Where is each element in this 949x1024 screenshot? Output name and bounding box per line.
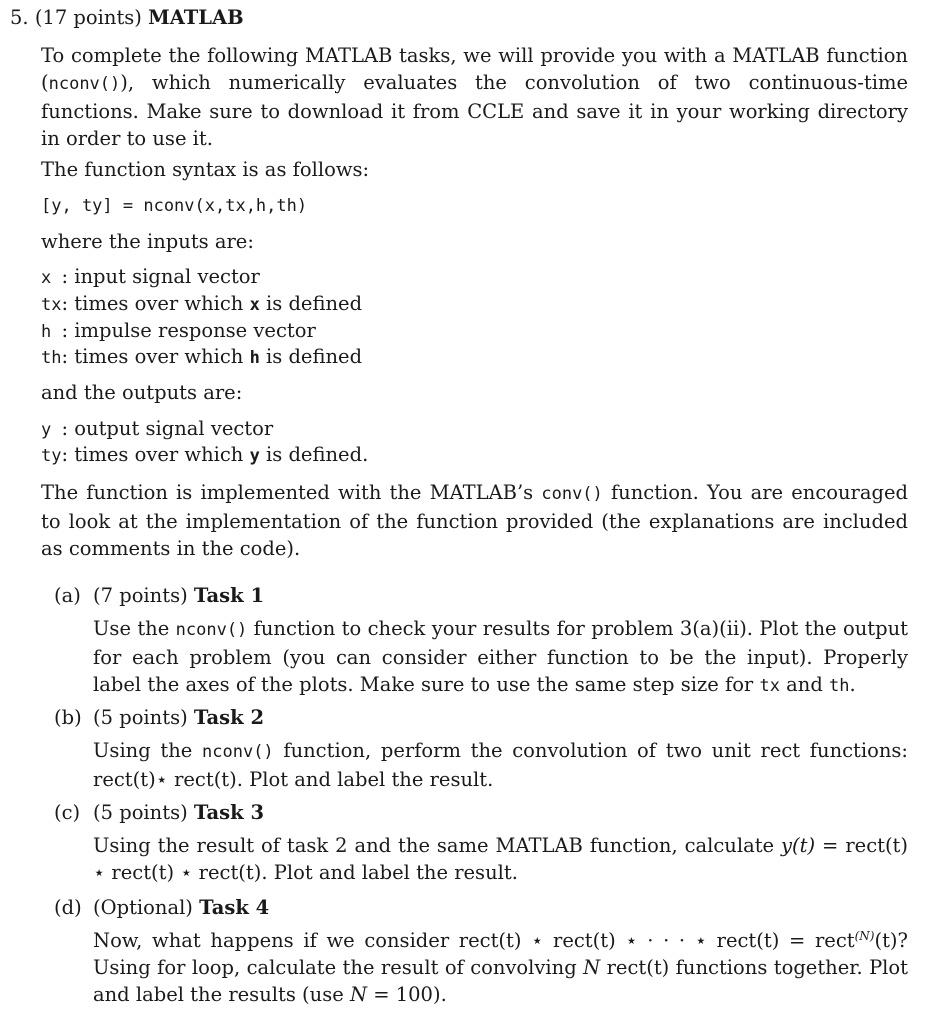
task-c-body: Using the result of task 2 and the same MATLAB function, calculate y(t) = rect(t) ⋆ rect(t) ⋆ rect(t). Plot and label the result. [93,834,915,884]
task-a-heading: (7 points) Task 1 [93,584,265,607]
task-a-body: Use the nconv() function to check your results for problem 3(a)(ii). Plot the output for each problem (you can consider either function to be the input). Properly label the axes of the plots. Make sure to use the same step size for tx and th. [93,617,915,696]
task-a-label: (a) [54,584,81,607]
output-item: y : output signal vector [41,417,274,440]
task-d-label: (d) [54,896,82,919]
outputs-lead: and the outputs are: [41,381,243,404]
syntax-lead: The function syntax is as follows: [41,158,370,181]
problem-points: (17 points) [34,6,142,29]
code-nconv: nconv() [48,74,121,94]
task-d-body: Now, what happens if we consider rect(t) ⋆ rect(t) ⋆ · · · ⋆ rect(t) = rect$^{(N)}$(t)? Using for loop, calculate the result of convolving N rect(t) functions together. Plot and label the results (use N = 100). [93,929,915,1006]
input-item: tx: times over which x is defined [41,292,363,315]
task-b-heading: (5 points) Task 2 [93,706,265,729]
input-item: th: times over which h is defined [41,345,363,368]
task-c-label: (c) [54,801,81,824]
intro-paragraph: To complete the following MATLAB tasks, we will provide you with a MATLAB function (nconv()), which numerically evaluates the convolution of two continuous-time functions. Make sure to download it from CCLE and save it in your working directory in order to use it. [41,44,908,150]
problem-number: 5. [10,6,29,29]
inputs-lead: where the inputs are: [41,230,254,253]
task-d-heading: (Optional) Task 4 [93,896,270,919]
implementation-paragraph: The function is implemented with the MATLAB’s conv() function. You are encouraged to look at the implementation of the function provided (the explanations are included as comments in the code). [41,481,915,560]
code-conv: conv() [541,484,603,504]
syntax-code: [y, ty] = nconv(x,tx,h,th) [41,196,308,216]
problem-title: MATLAB [148,6,244,29]
input-item: x : input signal vector [41,265,260,288]
input-item: h : impulse response vector [41,319,316,342]
task-c-heading: (5 points) Task 3 [93,801,265,824]
task-b-label: (b) [54,706,82,729]
task-b-body: Using the nconv() function, perform the convolution of two unit rect functions: rect(t)⋆ rect(t). Plot and label the result. [93,739,915,791]
problem-header [10,6,244,29]
output-item: ty: times over which y is defined. [41,443,369,466]
